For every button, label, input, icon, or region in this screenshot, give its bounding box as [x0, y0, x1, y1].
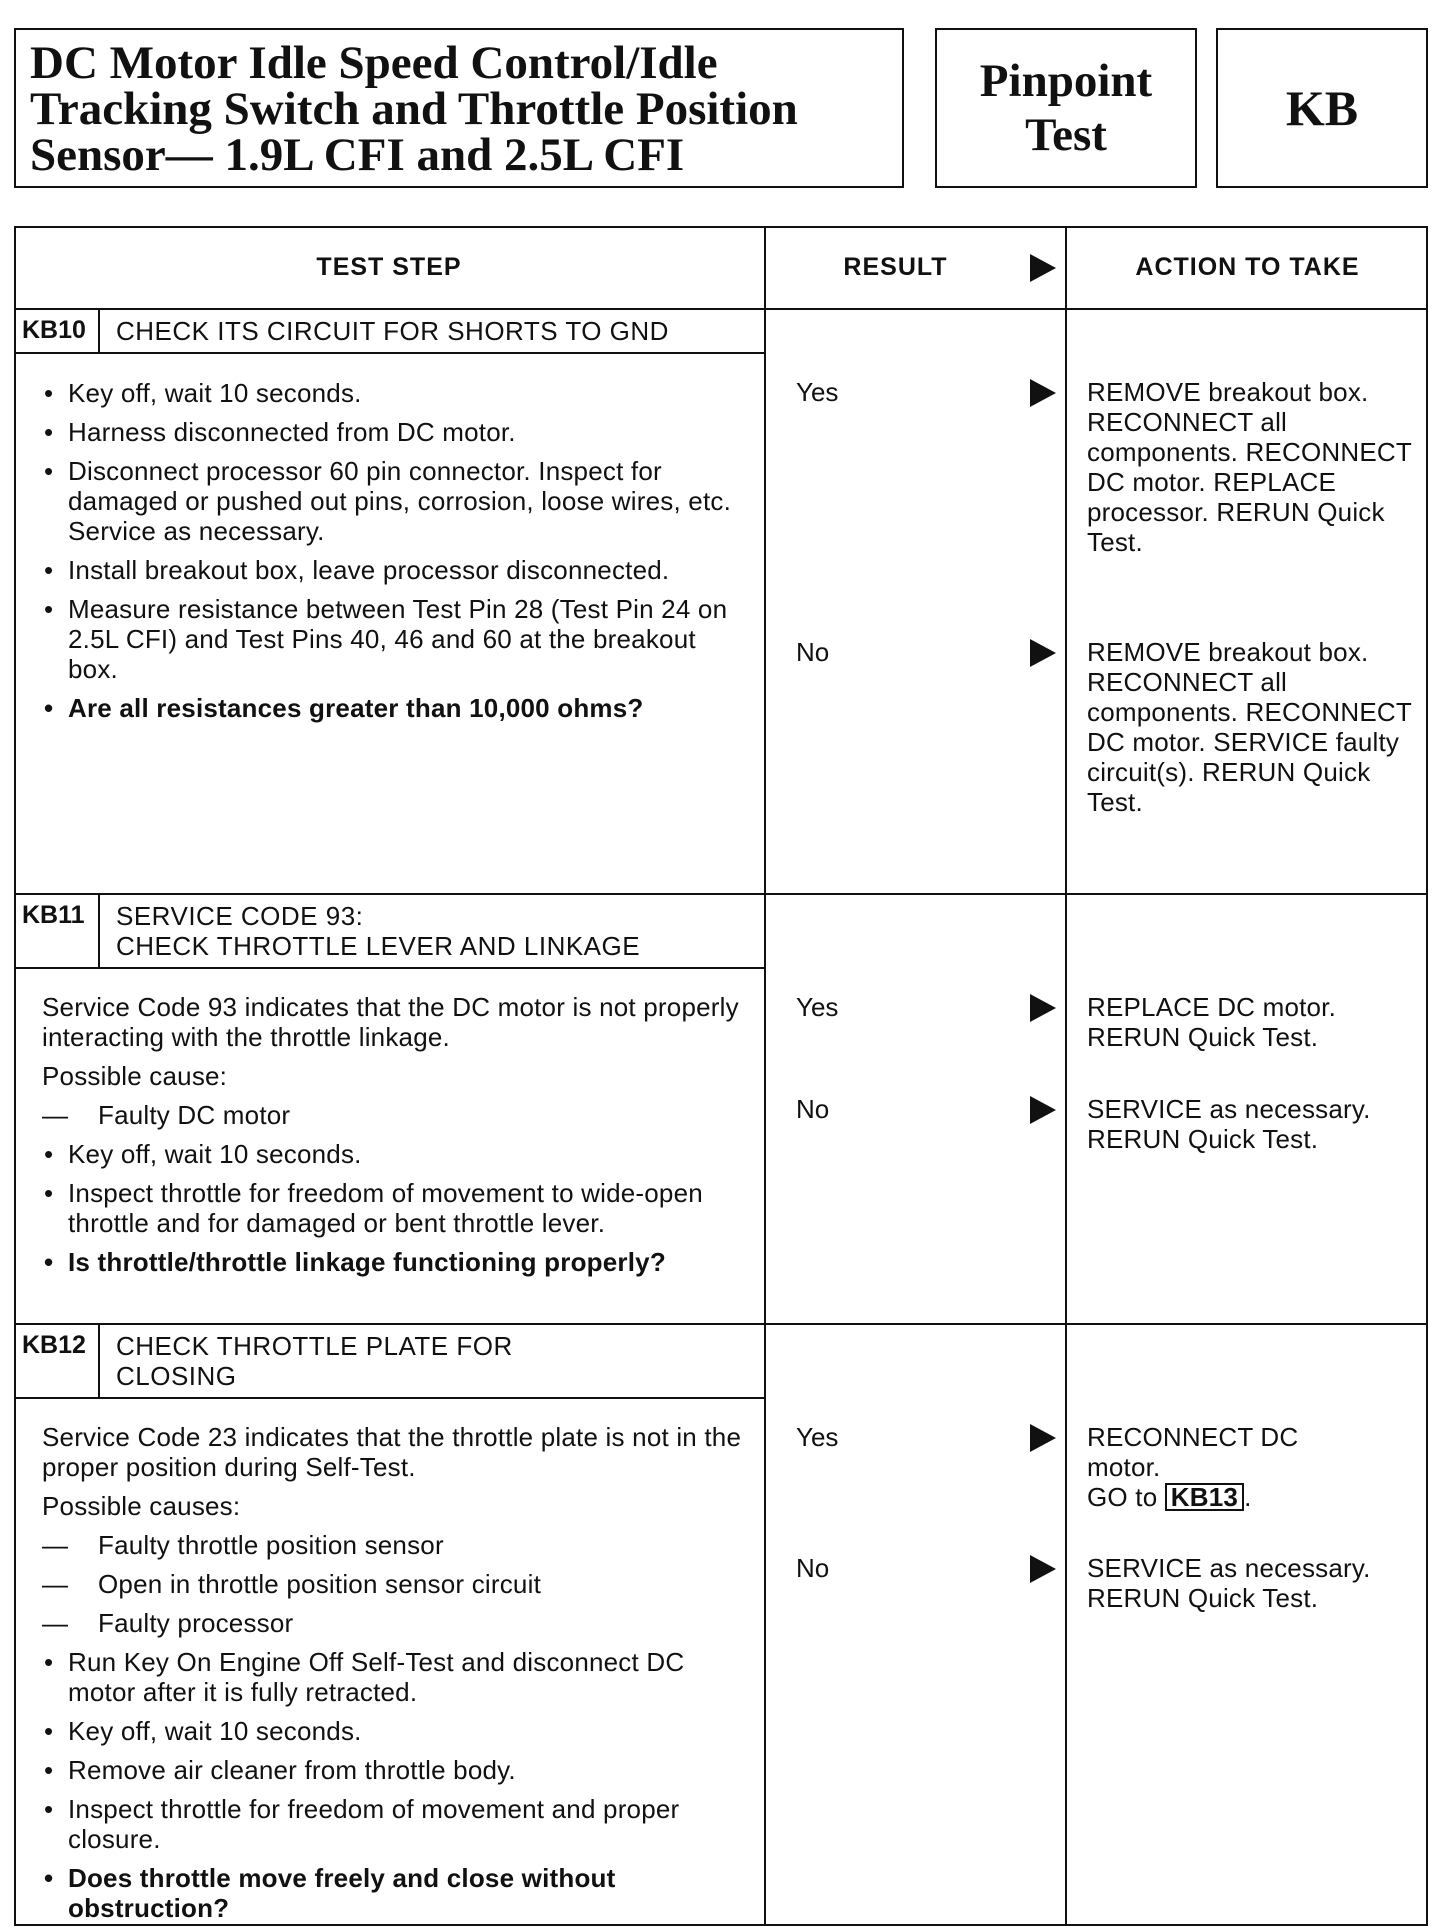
column-divider-2 — [1065, 226, 1067, 1926]
result-arrow-icon — [1030, 639, 1056, 667]
result-yes: Yes — [796, 377, 839, 407]
column-divider-1 — [764, 226, 766, 1926]
result-arrow-icon — [1030, 379, 1056, 407]
list-item: • Key off, wait 10 seconds. — [42, 1716, 752, 1746]
step-title-line-2: CHECK THROTTLE LEVER AND LINKAGE — [116, 931, 641, 961]
pinpoint-label: Pinpoint — [979, 55, 1153, 107]
list-item: • Inspect throttle for freedom of movement and proper closure. — [42, 1794, 752, 1854]
cause-item: — Open in throttle position sensor circuit — [42, 1569, 752, 1599]
step-intro: Service Code 93 indicates that the DC motor is not properly interacting with the throttle linkage. — [42, 992, 739, 1052]
cause-item: — Faulty processor — [42, 1608, 752, 1638]
action-no: REMOVE breakout box. RECONNECT all components. RECONNECT DC motor. SERVICE faulty circuit(s). RERUN Quick Test. — [1087, 637, 1412, 817]
action-yes: REPLACE DC motor. RERUN Quick Test. — [1087, 992, 1337, 1052]
list-item: • Measure resistance between Test Pin 28 (Test Pin 24 on 2.5L CFI) and Test Pins 40, 46 and 60 at the breakout box. — [42, 594, 752, 684]
result-yes: Yes — [796, 1422, 839, 1452]
step-body-kb12 — [42, 1422, 752, 1932]
list-item: • Harness disconnected from DC motor. — [42, 417, 752, 447]
list-item: • Key off, wait 10 seconds. — [42, 1139, 752, 1169]
step-id: KB11 — [14, 895, 100, 967]
column-header-result — [766, 226, 1065, 308]
step-title-line-1: SERVICE CODE 93: — [116, 901, 364, 931]
step-question: • Does throttle move freely and close without obstruction? — [42, 1863, 752, 1923]
result-label: RESULT — [843, 252, 948, 281]
step-heading-kb11 — [14, 895, 764, 969]
go-to-period: . — [1244, 1482, 1252, 1512]
causes-label: Possible causes: — [42, 1491, 241, 1521]
step-title — [116, 1331, 756, 1391]
go-to-label: GO to — [1087, 1482, 1158, 1512]
list-item: • Install breakout box, leave processor disconnected. — [42, 555, 752, 585]
step-body-kb11 — [42, 992, 752, 1286]
step-question: • Are all resistances greater than 10,000 ohms? — [42, 693, 752, 723]
title-line-2: Tracking Switch and Throttle Position — [30, 83, 798, 135]
test-code: KB — [1285, 80, 1359, 136]
result-no: No — [796, 637, 830, 667]
causes-label: Possible cause: — [42, 1061, 228, 1091]
result-arrow-icon — [1030, 994, 1056, 1022]
step-heading-kb12 — [14, 1325, 764, 1399]
test-label: Test — [1025, 109, 1107, 161]
action-text: RECONNECT DC motor. — [1087, 1422, 1299, 1482]
result-no: No — [796, 1094, 830, 1124]
step-body-kb10 — [42, 378, 752, 732]
result-no: No — [796, 1553, 830, 1583]
title-line-3: Sensor— 1.9L CFI and 2.5L CFI — [30, 129, 685, 181]
list-item: • Disconnect processor 60 pin connector. Inspect for damaged or pushed out pins, corrosion, loose wires, etc. Service as necessary. — [42, 456, 752, 546]
action-yes: REMOVE breakout box. RECONNECT all components. RECONNECT DC motor. REPLACE processor. RERUN Quick Test. — [1087, 377, 1412, 557]
result-yes: Yes — [796, 992, 839, 1022]
go-to-step-link[interactable]: KB13 — [1165, 1483, 1244, 1511]
list-item: • Inspect throttle for freedom of movement to wide-open throttle and for damaged or bent throttle lever. — [42, 1178, 752, 1238]
header-arrow-icon — [1030, 254, 1056, 282]
result-arrow-icon — [1030, 1096, 1056, 1124]
page-title — [30, 37, 892, 181]
title-box — [14, 28, 904, 188]
step-title — [116, 901, 756, 961]
cause-item: — Faulty DC motor — [42, 1100, 752, 1130]
step-id: KB10 — [14, 310, 100, 352]
step-question: • Is throttle/throttle linkage functioning properly? — [42, 1247, 752, 1277]
step-title-line-1: CHECK THROTTLE PLATE FOR — [116, 1331, 513, 1361]
step-heading-kb10 — [14, 310, 764, 354]
action-no: SERVICE as necessary. RERUN Quick Test. — [1087, 1094, 1371, 1154]
title-line-1: DC Motor Idle Speed Control/Idle — [30, 37, 718, 89]
pinpoint-test-box — [935, 28, 1197, 188]
column-header-test-step: TEST STEP — [316, 252, 462, 281]
step-title: CHECK ITS CIRCUIT FOR SHORTS TO GND — [116, 316, 669, 346]
action-no: SERVICE as necessary. RERUN Quick Test. — [1087, 1553, 1371, 1613]
step-id: KB12 — [14, 1325, 100, 1397]
list-item: • Key off, wait 10 seconds. — [42, 378, 752, 408]
test-code-box — [1216, 28, 1428, 188]
action-yes — [1087, 1422, 1357, 1512]
list-item: • Remove air cleaner from throttle body. — [42, 1755, 752, 1785]
step-title-line-2: CLOSING — [116, 1361, 237, 1391]
cause-item: — Faulty throttle position sensor — [42, 1530, 752, 1560]
result-arrow-icon — [1030, 1424, 1056, 1452]
list-item: • Run Key On Engine Off Self-Test and disconnect DC motor after it is fully retracted. — [42, 1647, 752, 1707]
column-header-action: ACTION TO TAKE — [1135, 252, 1360, 281]
result-arrow-icon — [1030, 1555, 1056, 1583]
step-intro: Service Code 23 indicates that the throttle plate is not in the proper position during Self-Test. — [42, 1422, 742, 1482]
